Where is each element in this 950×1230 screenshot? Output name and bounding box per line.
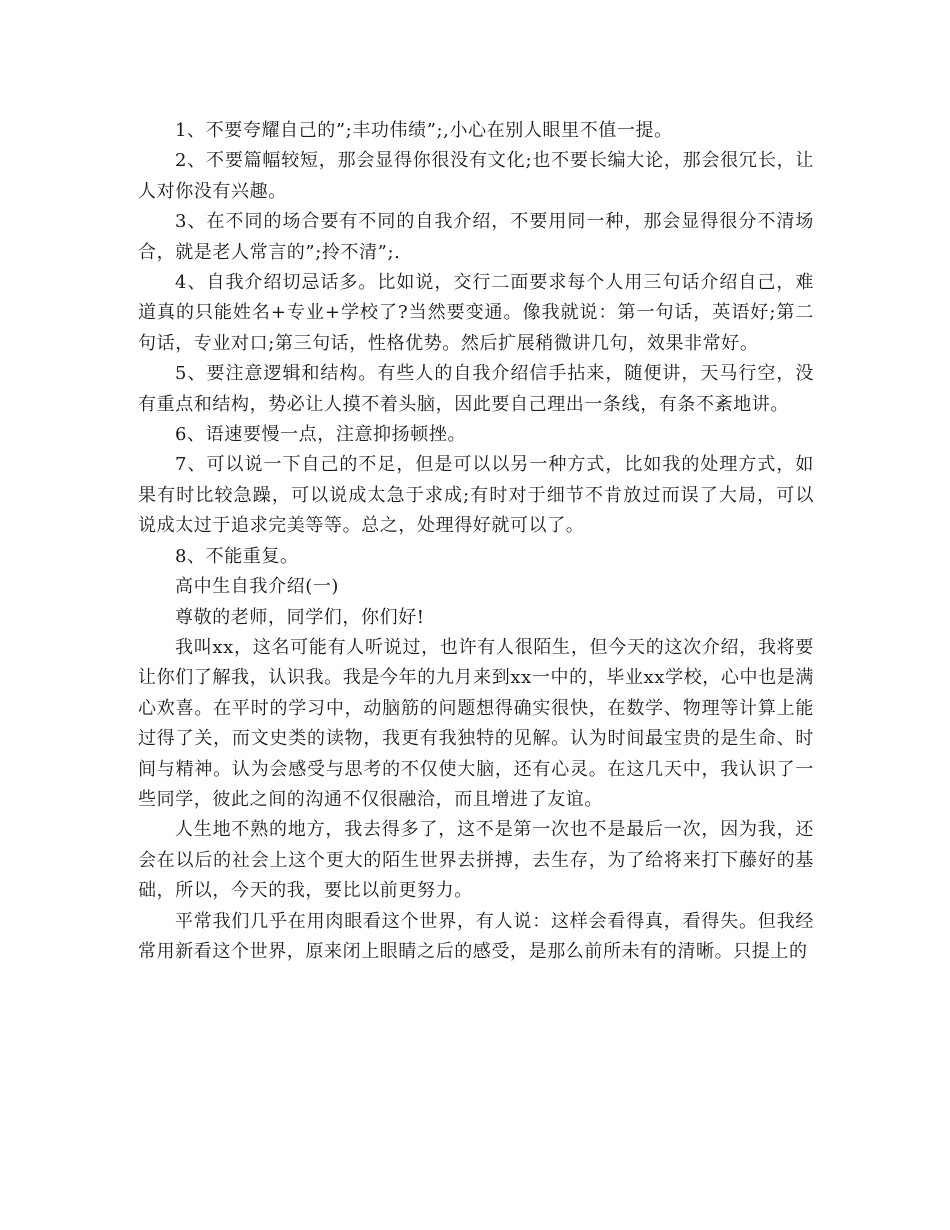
paragraph-tip-7: 7、可以说一下自己的不足，但是可以以另一种方式，比如我的处理方式，如果有时比较急躁，可以说成太急于求成;有时对于细节不肯放过而误了大局，可以说成太过于追求完美等等。总之，处理得好就可以了。: [138, 454, 814, 537]
paragraph-tip-6: 6、语速要慢一点，注意抑扬顿挫。: [175, 424, 467, 446]
paragraph-tip-2: 2、不要篇幅较短，那会显得你很没有文化;也不要长编大论，那会很冗长，让人对你没有兴趣。: [138, 150, 814, 202]
paragraph-intro-3: 平常我们几乎在用肉眼看这个世界，有人说：这样会看得真，看得失。但我经常用新看这个世界，原来闭上眼睛之后的感受，是那么前所未有的清晰。只提上的: [138, 910, 814, 962]
paragraph-tip-8: 8、不能重复。: [175, 545, 299, 567]
section-heading: 高中生自我介绍(一): [175, 576, 340, 598]
greeting-line: 尊敬的老师，同学们，你们好!: [175, 606, 425, 628]
paragraph-intro-2: 人生地不熟的地方，我去得多了，这不是第一次也不是最后一次，因为我，还会在以后的社会上这个更大的陌生世界去拼搏，去生存，为了给将来打下藤好的基础，所以，今天的我，要比以前更努力。: [138, 819, 814, 902]
paragraph-tip-5: 5、要注意逻辑和结构。有些人的自我介绍信手拈来，随便讲，天马行空，没有重点和结构，势必让人摸不着头脑，因此要自己理出一条线，有条不紊地讲。: [138, 363, 814, 415]
paragraph-tip-3: 3、在不同的场合要有不同的自我介绍，不要用同一种，那会显得很分不清场合，就是老人常言的”;拎不清”;.: [138, 211, 814, 263]
paragraph-intro-1: 我叫xx，这名可能有人听说过，也许有人很陌生，但今天的这次介绍，我将要让你们了解我，认识我。我是今年的九月来到xx一中的，毕业xx学校，心中也是满心欢喜。在平时的学习中，动脑筋的问题想得确实很快，在数学、物理等计算上能过得了关，而文史类的读物，我更有我独特的见解。认为时间最宝贵的是生命、时间与精神。认为会感受与思考的不仅使大脑，还有心灵。在这几天中，我认识了一些同学，彼此之间的沟通不仅很融洽，而且增进了友谊。: [138, 636, 814, 810]
paragraph-tip-4: 4、自我介绍切忌话多。比如说，交行二面要求每个人用三句话介绍自己，难道真的只能姓名+专业+学校了?当然要变通。像我就说：第一句话，英语好;第二句话，专业对口;第三句话，性格优势。然后扩展稍微讲几句，效果非常好。: [138, 272, 814, 354]
paragraph-tip-1: 1、不要夸耀自己的”;丰功伟绩”;,小心在别人眼里不值一提。: [175, 120, 673, 141]
document-body: [138, 116, 814, 967]
